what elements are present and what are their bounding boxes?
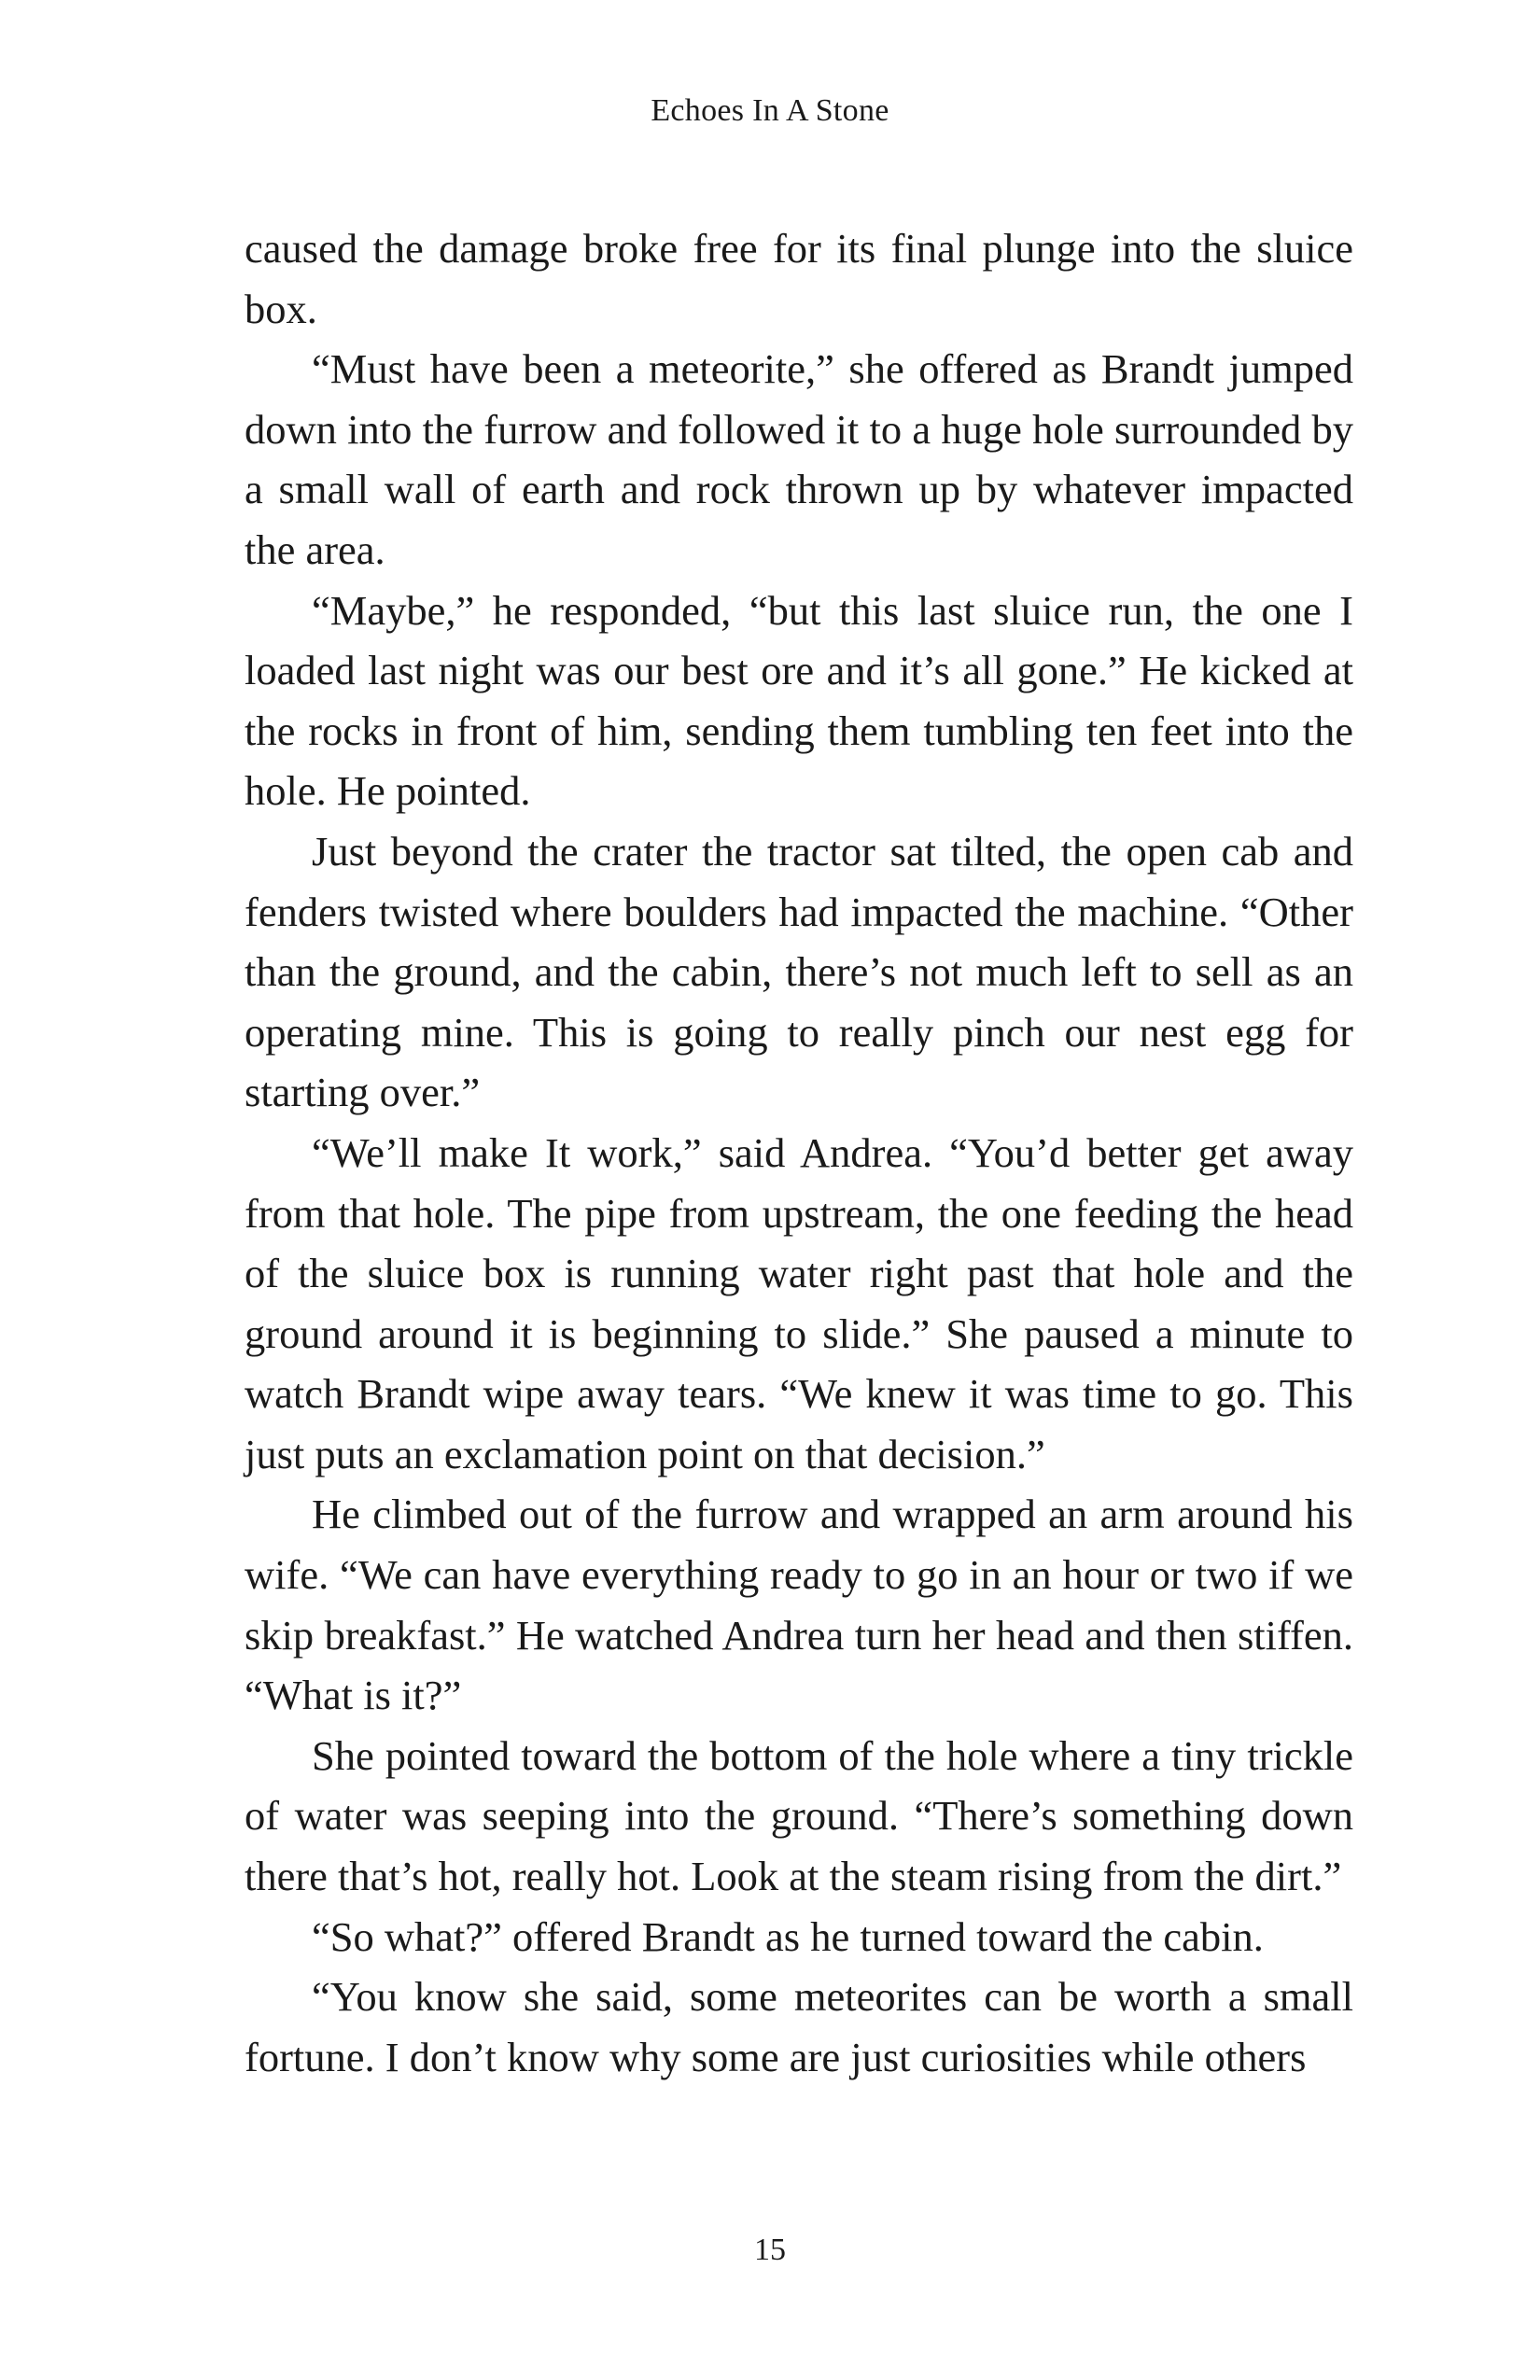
paragraph-5: “We’ll make It work,” said Andrea. “You’d better get away from that hole. The pipe from upstream, the one feeding the head of the sluice box is running water right past that hole and the ground around it is beginning to slide.” She paused a minute to watch Brandt wipe away tears. “We knew it was time to go. This just puts an exclamation point on that decision.” [245, 1128, 1353, 1477]
paragraph-1: caused the damage broke free for its final plunge into the sluice box. [245, 225, 1353, 332]
paragraph-2: “Must have been a meteorite,” she offered as Brandt jumped down into the furrow and followed it to a huge hole surrounded by a small wall of earth and rock thrown up by whatever impacted the area. [245, 345, 1353, 573]
page-number: 15 [754, 2233, 786, 2267]
paragraph-6: He climbed out of the furrow and wrapped an arm around his wife. “We can have everything ready to go in an hour or two if we skip breakfast.” He watched Andrea turn her head and then stiffen. “What is it?” [245, 1491, 1353, 1719]
paragraph-3: “Maybe,” he responded, “but this last sluice run, the one I loaded last night was our best ore and it’s all gone.” He kicked at the rocks in front of him, sending them tumbling ten feet into the hole. He pointed. [245, 586, 1353, 815]
paragraph-4: Just beyond the crater the tractor sat tilted, the open cab and fenders twisted where boulders had impacted the machine. “Other than the ground, and the cabin, there’s not much left to sell as an operating mine. This is going to really pinch our nest egg for starting over.” [245, 827, 1353, 1116]
running-header: Echoes In A Stone [651, 93, 889, 128]
paragraph-8: “So what?” offered Brandt as he turned toward the cabin. [312, 1912, 1264, 1960]
paragraph-9: “You know she said, some meteorites can be worth a small fortune. I don’t know why some are just curiosities while others [245, 1973, 1353, 2080]
body-text [245, 218, 1353, 2087]
paragraph-7: She pointed toward the bottom of the hole where a tiny trickle of water was seeping into the ground. “There’s something down there that’s hot, really hot. Look at the steam rising from the dirt.” [245, 1731, 1353, 1900]
